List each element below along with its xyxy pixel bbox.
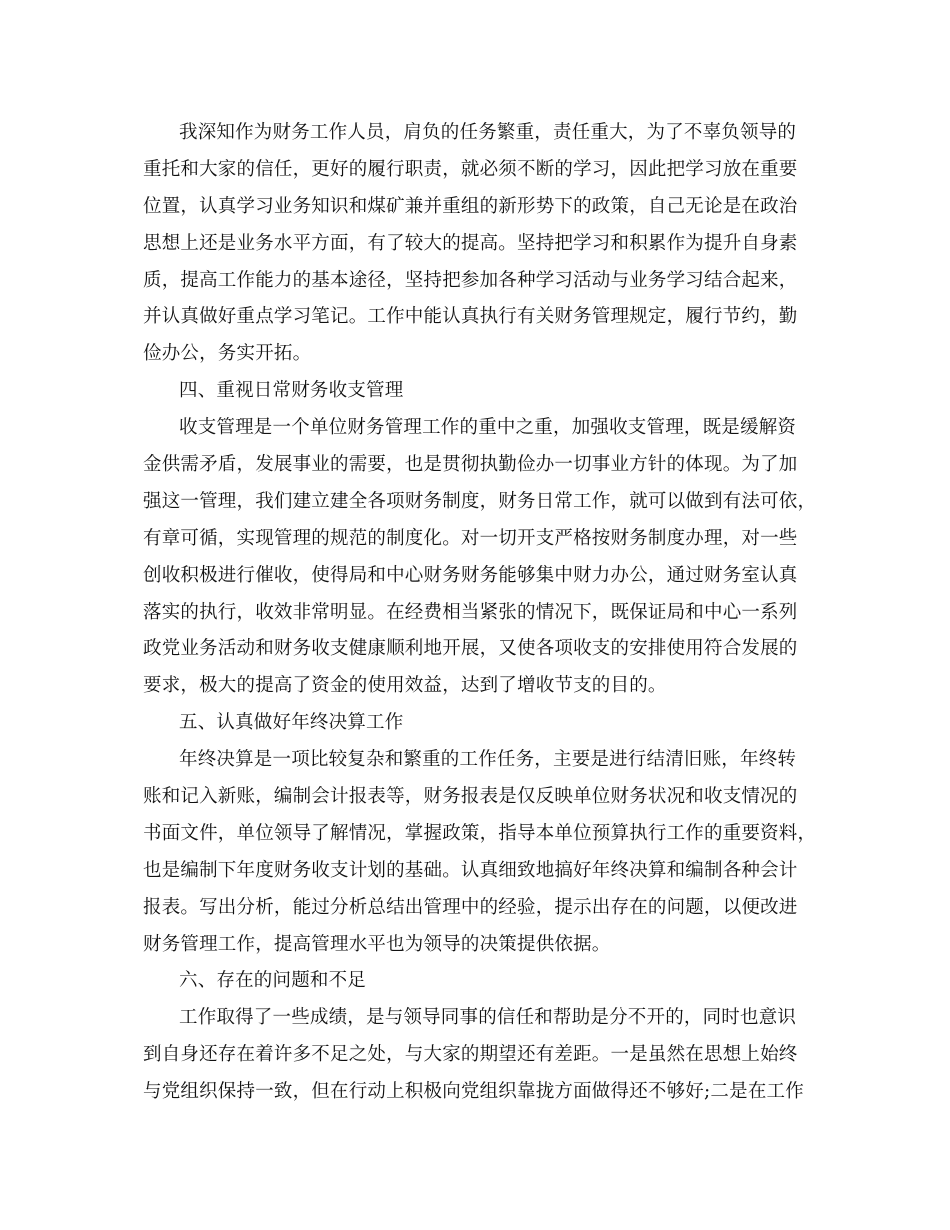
- paragraph-line: 账和记入新账，编制会计报表等，财务报表是仅反映单位财务状况和收支情况的: [143, 786, 798, 808]
- paragraph-line: 位置，认真学习业务知识和煤矿兼并重组的新形势下的政策，自己无论是在政治: [143, 195, 798, 217]
- paragraph-line: 强这一管理，我们建立建全各项财务制度，财务日常工作，就可以做到有法可依，: [143, 490, 817, 512]
- paragraph-line: 并认真做好重点学习笔记。工作中能认真执行有关财务管理规定，履行节约，勤: [143, 306, 798, 328]
- section-heading: 六、存在的问题和不足: [179, 970, 367, 992]
- paragraph-line: 创收积极进行催收，使得局和中心财务财务能够集中财力办公，通过财务室认真: [143, 564, 798, 586]
- section-heading: 五、认真做好年终决算工作: [179, 712, 404, 734]
- paragraph-line: 与党组织保持一致，但在行动上积极向党组织靠拢方面做得还不够好;二是在工作: [143, 1081, 804, 1103]
- document-body: [143, 115, 817, 1111]
- paragraph-line: 质，提高工作能力的基本途径，坚持把参加各种学习活动与业务学习结合起来，: [143, 269, 798, 291]
- paragraph-line: 政党业务活动和财务收支健康顺利地开展，又使各项收支的安排使用符合发展的: [143, 638, 798, 660]
- paragraph-line: 我深知作为财务工作人员，肩负的任务繁重，责任重大，为了不辜负领导的: [179, 122, 797, 143]
- paragraph-line: 要求，极大的提高了资金的使用效益，达到了增收节支的目的。: [143, 675, 667, 697]
- paragraph-line: 落实的执行，收效非常明显。在经费相当紧张的情况下，既保证局和中心一系列: [143, 601, 798, 623]
- paragraph-line: 报表。写出分析，能过分析总结出管理中的经验，提示出存在的问题，以便改进: [143, 896, 798, 918]
- paragraph-line: 思想上还是业务水平方面，有了较大的提高。坚持把学习和积累作为提升自身素: [143, 232, 798, 254]
- paragraph-line: 书面文件，单位领导了解情况，掌握政策，指导本单位预算执行工作的重要资料，: [143, 822, 817, 844]
- paragraph-line: 到自身还存在着许多不足之处，与大家的期望还有差距。一是虽然在思想上始终: [143, 1044, 798, 1066]
- paragraph-line: 年终决算是一项比较复杂和繁重的工作任务，主要是进行结清旧账，年终转: [179, 749, 797, 771]
- paragraph-line: 金供需矛盾，发展事业的需要，也是贯彻执勤俭办一切事业方针的体现。为了加: [143, 454, 798, 476]
- section-heading: 四、重视日常财务收支管理: [179, 380, 404, 402]
- paragraph-line: 财务管理工作，提高管理水平也为领导的决策提供依据。: [143, 933, 611, 955]
- paragraph-line: 俭办公，务实开拓。: [143, 343, 312, 365]
- paragraph-line: 也是编制下年度财务收支计划的基础。认真细致地搞好年终决算和编制各种会计: [143, 859, 798, 881]
- paragraph-line: 重托和大家的信任，更好的履行职责，就必须不断的学习，因此把学习放在重要: [143, 158, 798, 180]
- paragraph-line: 工作取得了一些成绩，是与领导同事的信任和帮助是分不开的，同时也意识: [179, 1007, 797, 1029]
- paragraph-line: 收支管理是一个单位财务管理工作的重中之重，加强收支管理，既是缓解资: [179, 417, 797, 439]
- paragraph-line: 有章可循，实现管理的规范的制度化。对一切开支严格按财务制度办理，对一些: [143, 527, 798, 549]
